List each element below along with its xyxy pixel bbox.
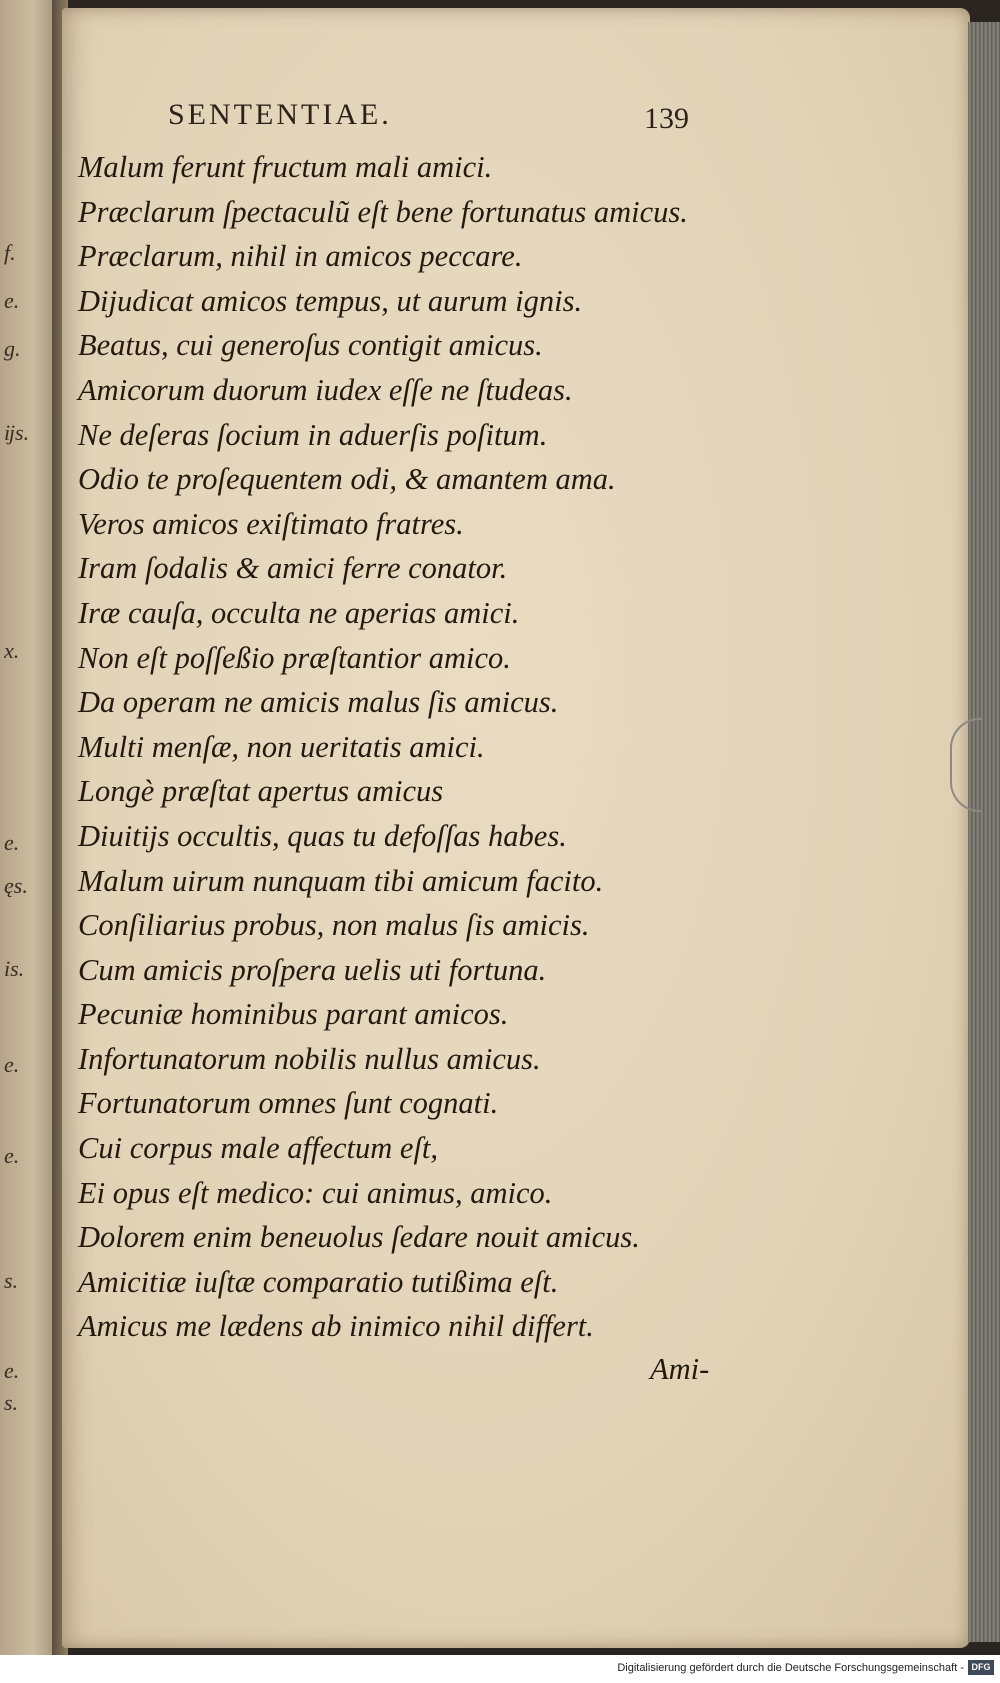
previous-page-fragment: ęs. — [4, 873, 28, 898]
text-line: Cui corpus male affectum eſt, — [78, 1131, 439, 1166]
text-line: Cum amicis proſpera uelis uti fortuna. — [78, 952, 547, 987]
text-line: Ei opus eſt medico: cui animus, amico. — [78, 1175, 553, 1210]
text-line: Dolorem enim beneuolus ſedare nouit amicus. — [78, 1220, 640, 1255]
text-line: Conſiliarius probus, non malus ſis amicis. — [78, 908, 590, 943]
text-line: Amicitiæ iuſtæ comparatio tutißima eſt. — [78, 1264, 559, 1299]
previous-page-fragment: g. — [4, 336, 21, 361]
text-line: Præclarum ſpectaculũ eſt bene fortunatus amicus. — [78, 194, 688, 229]
text-line: Multi menſæ, non ueritatis amici. — [78, 729, 485, 764]
page-stack-edge — [968, 22, 1000, 1642]
previous-page-fragment: s. — [4, 1390, 19, 1415]
previous-page-fragment: e. — [4, 1052, 20, 1077]
previous-page-fragment: e. — [4, 830, 20, 855]
text-line: Infortunatorum nobilis nullus amicus. — [78, 1041, 541, 1076]
text-line: Malum uirum nunquam tibi amicum facito. — [78, 863, 604, 898]
previous-page-fragment: e. — [4, 1143, 20, 1168]
footer-bar — [0, 1655, 1000, 1683]
previous-page-fragment: e. — [4, 1358, 20, 1383]
book-clip — [950, 718, 982, 812]
text-line: Amicorum duorum iudex eſſe ne ſtudeas. — [78, 372, 573, 407]
text-line: Præclarum, nihil in amicos peccare. — [78, 239, 523, 274]
text-line: Iræ cauſa, occulta ne aperias amici. — [78, 595, 520, 630]
funding-credit: Digitalisierung gefördert durch die Deutsche Forschungsgemeinschaft - — [617, 1662, 964, 1674]
previous-page-fragment: x. — [4, 638, 20, 663]
text-line: Da operam ne amicis malus ſis amicus. — [78, 685, 559, 720]
previous-page-fragment: e. — [4, 288, 20, 313]
text-line: Diuitijs occultis, quas tu defoſſas habes. — [78, 818, 567, 853]
text-block — [78, 145, 718, 1349]
text-line: Beatus, cui generoſus contigit amicus. — [78, 328, 543, 363]
previous-page-fragment: f. — [4, 240, 16, 265]
text-line: Veros amicos exiſtimato fratres. — [78, 506, 464, 541]
text-line: Ne deſeras ſocium in aduerſis poſitum. — [78, 417, 548, 452]
text-line: Malum ferunt fructum mali amici. — [78, 150, 493, 184]
text-line: Fortunatorum omnes ſunt cognati. — [78, 1086, 499, 1121]
text-line: Amicus me lædens ab inimico nihil differt. — [78, 1309, 594, 1344]
text-line: Pecuniæ hominibus parant amicos. — [78, 997, 509, 1032]
running-head: SENTENTIAE. — [168, 98, 392, 131]
previous-page-fragment: is. — [4, 956, 25, 981]
catchword: Ami- — [650, 1352, 710, 1386]
page-number: 139 — [644, 102, 689, 135]
text-line: Dijudicat amicos tempus, ut aurum ignis. — [78, 283, 583, 318]
previous-page-edge — [0, 0, 60, 1655]
text-line: Iram ſodalis & amici ferre conator. — [78, 551, 508, 586]
previous-page-fragment: s. — [4, 1268, 19, 1293]
text-line: Odio te proſequentem odi, & amantem ama. — [78, 462, 616, 497]
dfg-logo: DFG — [968, 1660, 994, 1675]
text-line: Longè præſtat apertus amicus — [78, 774, 444, 809]
previous-page-fragment: ĳs. — [4, 420, 30, 445]
text-line: Non eſt poſſeßio præſtantior amico. — [78, 640, 511, 675]
